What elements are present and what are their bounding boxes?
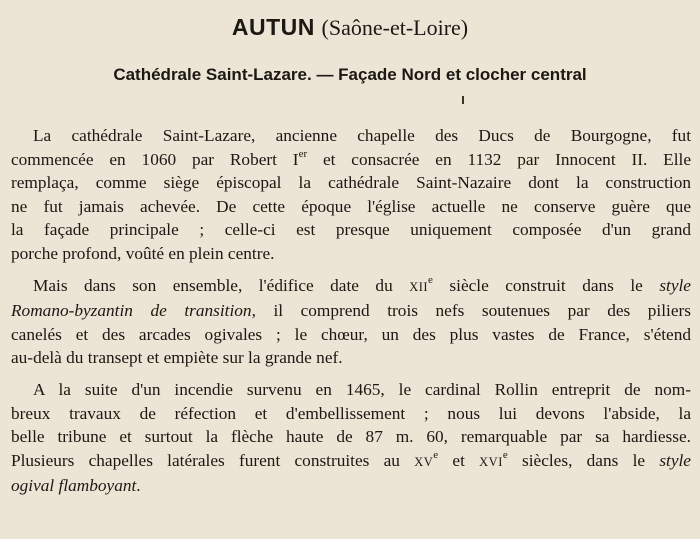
para1-line3: remplaça, comme siège épiscopal la cathédrale Saint-Nazaire dont la construction <box>11 173 691 193</box>
para3-line1: A la suite d'un incendie survenu en 1465, le cardinal Rollin entreprit de nom- <box>33 379 691 399</box>
para3-line2: breux travaux de réfection et d'embellissement ; nous lui devons l'abside, la <box>11 403 691 423</box>
para3-line3: belle tribune et surtout la flèche haute de 87 m. 60, remarquable par sa hardiesse. <box>11 427 691 447</box>
para3-line5: ogival flamboyant. <box>11 476 141 496</box>
title-region: (Saône-et-Loire) <box>321 15 469 40</box>
title-city: AUTUN <box>231 14 315 40</box>
para1-line6: porche profond, voûté en plein centre. <box>11 243 275 263</box>
para3-line4: Plusieurs chapelles latérales furent construites au XVe et XVIe siècles, dans le style <box>11 448 691 470</box>
body-text <box>11 124 691 498</box>
para2-line1: Mais dans son ensemble, l'édifice date du XIIe siècle construit dans le style <box>33 273 691 295</box>
para2-line3: canelés et des arcades ogivales ; le chœur, un des plus vastes de France, s'étend <box>11 324 691 344</box>
para1-line4: ne fut jamais achevée. De cette époque l'église actuelle ne conserve guère que <box>11 196 691 216</box>
para1-line5: la façade principale ; celle-ci est presque uniquement composée d'un grand <box>11 220 691 240</box>
para1-line2: commencée en 1060 par Robert Ier et consacrée en 1132 par Innocent II. Elle <box>11 147 691 169</box>
page-title <box>0 13 700 42</box>
para2-line4: au-delà du transept et empiète sur la grande nef. <box>11 348 343 368</box>
page-subtitle: Cathédrale Saint-Lazare. — Façade Nord et clocher central <box>113 65 587 84</box>
print-speck <box>462 96 464 104</box>
para2-line2: Romano-byzantin de transition, il comprend trois nefs soutenues par des piliers <box>11 301 691 321</box>
para1-line1: La cathédrale Saint-Lazare, ancienne chapelle des Ducs de Bourgogne, fut <box>33 126 691 145</box>
